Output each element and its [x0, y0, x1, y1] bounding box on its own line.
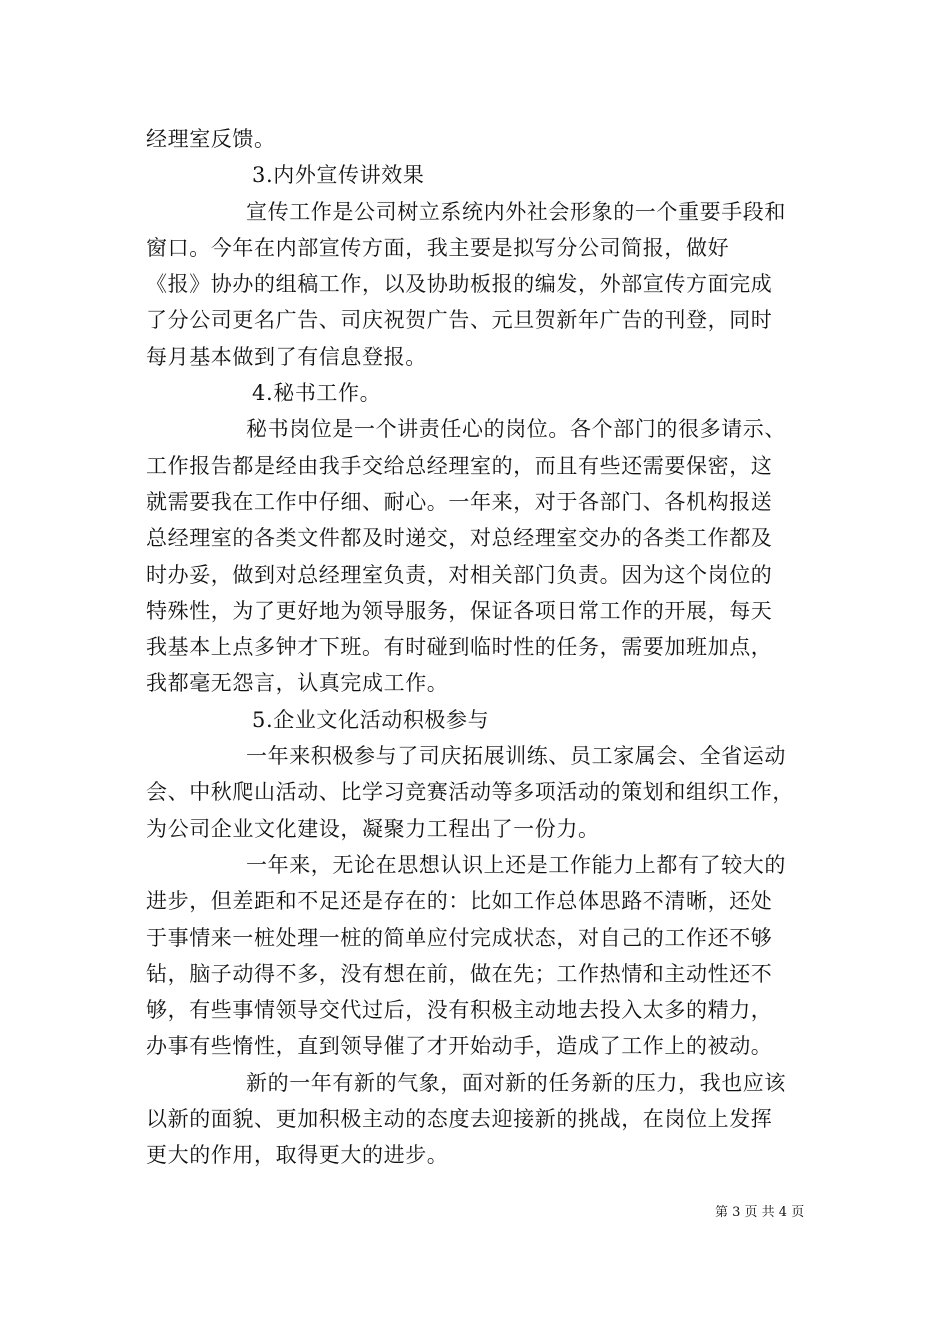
- text-line: 钻，脑子动得不多，没有想在前，做在先；工作热情和主动性还不: [146, 961, 773, 986]
- text-line: 经理室反馈。: [146, 127, 276, 151]
- text-line: 会、中秋爬山活动、比学习竞赛活动等多项活动的策划和组织工作，: [146, 780, 794, 805]
- text-line: 每月基本做到了有信息登报。: [146, 344, 427, 369]
- text-line: 时办妥，做到对总经理室负责，对相关部门负责。因为这个岗位的: [146, 562, 773, 587]
- text-line: 一年来积极参与了司庆拓展训练、员工家属会、全省运动: [246, 744, 786, 769]
- text-line: 为公司企业文化建设，凝聚力工程出了一份力。: [146, 816, 600, 841]
- section-heading: 4.秘书工作。: [252, 381, 382, 406]
- section-heading: 5.企业文化活动积极参与: [252, 707, 490, 732]
- text-line: 《报》协办的组稿工作，以及协助板报的编发，外部宣传方面完成: [146, 272, 773, 297]
- text-line: 够，有些事情领导交代过后，没有积极主动地去投入太多的精力，: [146, 998, 773, 1023]
- text-line: 办事有些惰性，直到领导催了才开始动手，造成了工作上的被动。: [146, 1034, 773, 1059]
- text-line: 宣传工作是公司树立系统内外社会形象的一个重要手段和: [246, 199, 786, 224]
- text-line: 以新的面貌、更加积极主动的态度去迎接新的挑战，在岗位上发挥: [146, 1107, 773, 1132]
- text-line: 新的一年有新的气象，面对新的任务新的压力，我也应该: [246, 1070, 786, 1095]
- text-line: 窗口。今年在内部宣传方面，我主要是拟写分公司简报，做好: [146, 235, 730, 260]
- text-line: 我基本上点多钟才下班。有时碰到临时性的任务，需要加班加点，: [146, 635, 773, 660]
- text-line: 于事情来一桩处理一桩的简单应付完成状态，对自己的工作还不够: [146, 925, 773, 950]
- section-heading: 3.内外宣传讲效果: [252, 163, 425, 188]
- text-line: 秘书岗位是一个讲责任心的岗位。各个部门的很多请示、: [246, 417, 786, 442]
- text-line: 了分公司更名广告、司庆祝贺广告、元旦贺新年广告的刊登，同时: [146, 308, 773, 333]
- text-line: 总经理室的各类文件都及时递交，对总经理室交办的各类工作都及: [146, 526, 773, 551]
- document-body: [146, 121, 808, 1174]
- text-line: 一年来，无论在思想认识上还是工作能力上都有了较大的: [246, 852, 786, 877]
- text-line: 就需要我在工作中仔细、耐心。一年来，对于各部门、各机构报送: [146, 489, 773, 514]
- text-line: 我都毫无怨言，认真完成工作。: [146, 671, 449, 696]
- text-line: 更大的作用，取得更大的进步。: [146, 1143, 449, 1168]
- text-line: 特殊性，为了更好地为领导服务，保证各项日常工作的开展，每天: [146, 598, 773, 623]
- page-number: 第 3 页 共 4 页: [715, 1205, 805, 1220]
- text-line: 进步，但差距和不足还是存在的：比如工作总体思路不清晰，还处: [146, 889, 773, 914]
- text-line: 工作报告都是经由我手交给总经理室的，而且有些还需要保密，这: [146, 453, 773, 478]
